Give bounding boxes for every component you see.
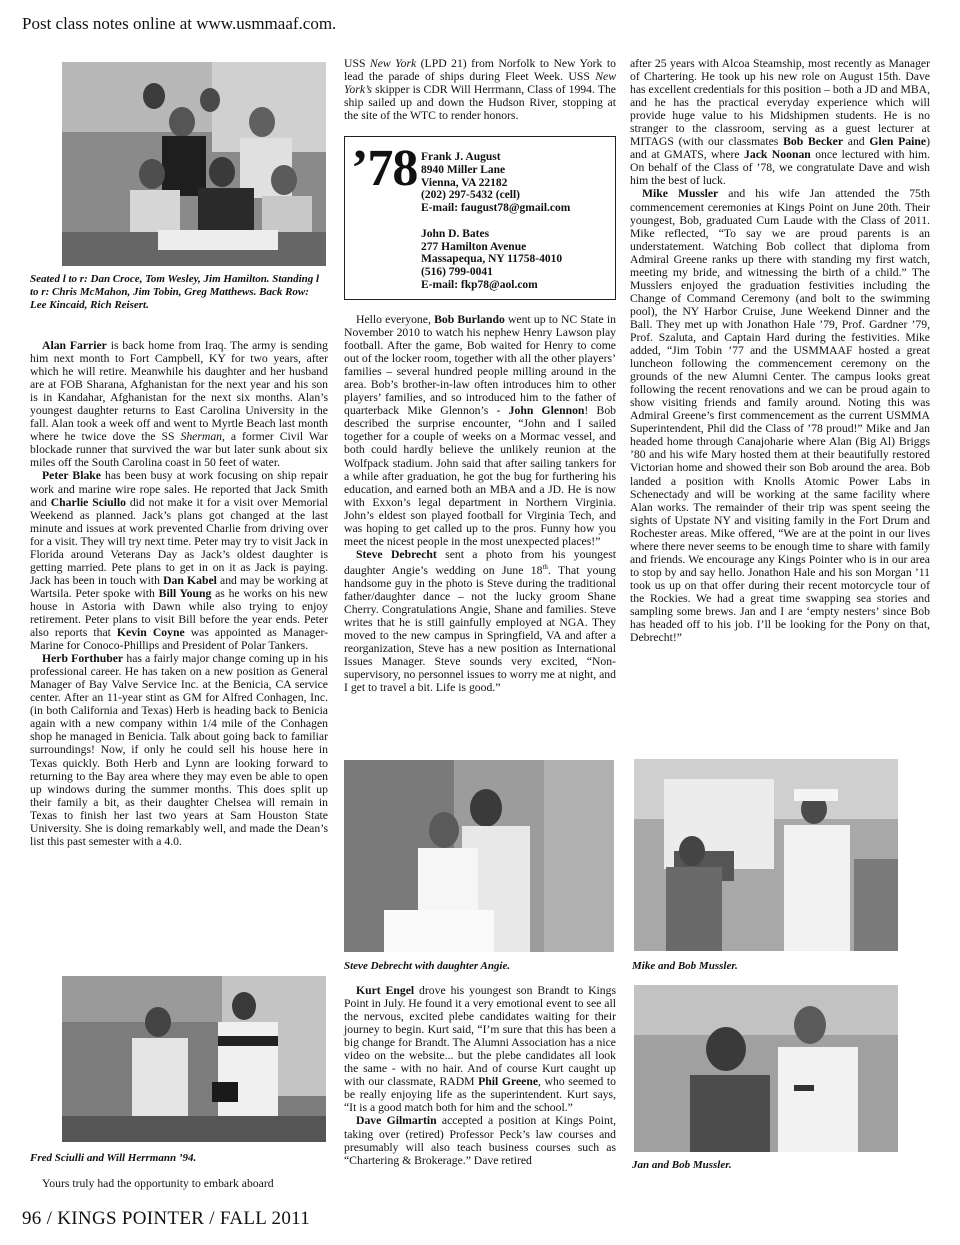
contact-1-street: 8940 Miller Lane [421, 163, 506, 176]
group-photo-image [62, 62, 326, 266]
column-2 [344, 313, 616, 694]
mussler-photo-2 [634, 985, 898, 1152]
contact-lines [421, 151, 570, 292]
page-footer: 96 / KINGS POINTER / FALL 2011 [22, 1208, 311, 1229]
paragraph-gilmartin-cont: after 25 years with Alcoa Steamship, most recently as Manager of Chartering. He took up his new role on August 15th. Dave has excellent credentials for this position – both a JD and MBA, and he has the practical everyday experience which will provide huge value to his Midshipmen students. He is no stranger to the classroom, serving as a guest lecturer at MITAGS (with our classmates Bob Becker and Glen Paine) and at GMATS, where Jack Noonan once lectured with him. On behalf of the Class of ’78, we congratulate Dave and wish him the best of luck. [630, 57, 931, 188]
column-3 [630, 57, 930, 644]
paragraph-forthuber: Herb Forthuber has a fairly major change coming up in his professional career. He has taken on a new position as General Manager of Bay Valve Service Inc. at the Benicia, CA service center. After an 11-year stint as GM for Alfred Conhagen, Inc. (in both California and Texas) Herb is heading back to Benicia again with a new company within 1/4 mile of the Conhagen shop he managed in Benicia. Talk about going back to familiar surroundings! Now, if only he could sell his house here in Texas quickly. Both Herb and Lynn are looking forward to returning to the Bay area where they may even be able to open up windows during the summer months. This does split up their family a bit, as their daughter Chelsea will remain in Texas to finish her last two years at Sam Houston State University. She is doing remarkably well, and made the Dean’s list this past semester with a 4.0. [30, 652, 328, 848]
paragraph-gilmartin: Dave Gilmartin accepted a position at Kings Point, taking over (retired) Professor Peck’s law courses and presumably will also teach business courses such as “Chartering & Brokerage.” Dave retired [344, 1114, 616, 1167]
paragraph-burlando: Hello everyone, Bob Burlando went up to NC State in November 2010 to watch his nephew Henry Lawson play football. After the game, Bob waited for Henry to come out of the locker room, together with all the other players’ families – several hundred people milling around in the area. Bob’s brother-in-law often introduces him to other players’ families, and so introduced him to the father of quarterback Mike Glennon’s - John Glennon! Bob described the surprise encounter, “John and I sailed together for a couple of weeks on a Mormac vessel, and both could hardly believe the unlikely reunion at the Wolfpack stadium. John said that after sailing tankers for a while after graduation, he got the bug for furthering his education, and earned both an MBA and a JD. He is now with Exxon’s legal department in Northern Virginia. John’s eldest son played football for Virginia Tech, and was hoping to get called up to the pros. Funny how you meet the nicest people in the most unexpected places!” [344, 313, 617, 548]
sciulli-photo [62, 976, 326, 1142]
column-2-bottom [344, 984, 616, 1167]
sciulli-photo-image [62, 976, 326, 1142]
paragraph-uss-new-york: USS New York (LPD 21) from Norfolk to New York to lead the parade of ships during Fleet Week. USS New York’s skipper is CDR Will Herrmann, Class of 1994. The ship sailed up and down the Hudson River, stopping at the site of the WTC to render honors. [344, 57, 616, 123]
mussler-photo-2-caption: Jan and Bob Mussler. [632, 1159, 732, 1171]
contact-2-phone: (516) 799-0041 [421, 266, 493, 279]
contact-2-city: Massapequa, NY 11758-4010 [421, 253, 563, 266]
page-header: Post class notes online at www.usmmaaf.com. [22, 14, 337, 33]
contact-2-email[interactable]: E-mail: fkp78@aol.com [421, 278, 538, 291]
paragraph-mussler: Mike Mussler and his wife Jan attended the 75th commencement ceremonies at Kings Point on June 20th. Their youngest, Bob, graduated Cum Laude with the Class of 2011. Mike reflected, “To say we are proud parents is an understatement. Watching Bob collect that diploma from Admiral Greene ranks up there with standing my first watch, meeting my bride, and witnessing the birth of a child.” The Musslers enjoyed the graduation festivities including the Change of Command Ceremony (and bolt to the swimming pool), the NY Harbor Cruise, June Weekend Dinner and the Ball. They met up with Jonathon Hale ’79, Prof. Gardner ’79, Prof. Szaluta, and Captain Hard during the festivities. Mike added, “Jim Tobin ’77 and the USMMAAF hosted a great luncheon following the commencement ceremony on the grounds of the new Alumni Center. The campus looks great following the recent renovations and we can be proud again to show visiting friends and family around. Noting this was Admiral Greene’s first commencement as the current USMMA Superintendent, Phil did the Class of ’78 proud!” Mike and Jan headed home through Canajoharie where Alan (Big Al) Briggs ’80 and his wife Mary hosted them at their beautifully restored Victorian home and showed their son Bob around the area. Bob landed a position with Knolls Atomic Power Labs in Schenectady and will be working at the same facility where Alan works. The remainder of their trip was spent seeing the sights of Upstate NY and visiting family in the Fort Drum and Rochester areas. Mike offered, “We are at the point in our lives where there never seems to be enough time to share with family and friends. We encourage any Kings Pointer who is in our area to stop by and say hello. Jonathon Hale and his son Morgan ’11 took us up on that offer during their recent motorcycle tour of the Rockies. We had a great time swapping sea stories and sampling some brews. Jan and I are ‘empty nesters’ since Bob has headed off to his job. I’ll be looking for the Pony on that, Debrecht!” [630, 187, 930, 645]
contact-2-street: 277 Hamilton Avenue [421, 240, 527, 253]
contact-1-city: Vienna, VA 22182 [421, 176, 508, 189]
column-2-top [344, 57, 616, 122]
mussler-photo-1-image [634, 759, 898, 951]
column-1-bottom [30, 1177, 328, 1190]
column-1 [30, 339, 328, 848]
class-contact-box [344, 136, 616, 300]
mussler-photo-2-image [634, 985, 898, 1152]
contact-2-name: John D. Bates [421, 227, 490, 240]
class-year: ’78 [351, 140, 418, 197]
debrecht-photo [344, 760, 614, 952]
paragraph-farrier: Alan Farrier is back home from Iraq. The army is sending him next month to Fort Campbell, KY for two years, after which he will retire. Meanwhile his daughter and her husband are at FOB Sharana, Afghanistan for the next year and his son is in Kandahar, Afghanistan for the next six months. Alan’s youngest daughter returns to East Carolina University in the fall. Alan took a week off and went to Myrtle Beach last month where he twice dove the SS Sherman, a former Civil War blockade runner that survived the war but later sunk about six miles off the South Carolina coast in 50 feet of water. [30, 339, 328, 470]
mussler-photo-1 [634, 759, 898, 951]
paragraph-blake: Peter Blake has been busy at work focusing on ship repair work and marine wire rope sales. He reported that Jack Smith and Charlie Sciullo did not make it for a visit over Memorial Weekend as planned. Jack’s plans got changed at the last minute and issues at work prevented Charlie from driving over for a visit. They will try next time. Peter may try to visit Jack in Florida around Veterans Day as Jack’s oldest daughter is getting married. Pete plans to get in on it as Jack is paying. Jack has been in touch with Dan Kabel and may be working at Wartsila. Peter spoke with Bill Young as he works on his new house in Astoria with Dawn while also trying to enjoy retirement. Peter plans to visit Bill before the year ends. Peter also reports that Kevin Coyne was appointed as Manager-Marine for Conoco-Phillips and President of Polar Tankers. [30, 469, 329, 653]
contact-1-phone: (202) 297-5432 (cell) [421, 189, 520, 202]
debrecht-photo-caption: Steve Debrecht with daughter Angie. [344, 960, 511, 972]
contact-1-email[interactable]: E-mail: faugust78@gmail.com [421, 202, 571, 215]
sciulli-photo-caption: Fred Sciulli and Will Herrmann ’94. [30, 1152, 197, 1164]
paragraph-yours-truly: Yours truly had the opportunity to embark aboard [42, 1177, 274, 1190]
contact-1-name: Frank J. August [421, 151, 501, 163]
mussler-photo-1-caption: Mike and Bob Mussler. [632, 960, 738, 972]
group-photo-caption: Seated l to r: Dan Croce, Tom Wesley, Jim Hamilton. Standing l to r: Chris McMahon, Jim Tobin, Greg Matthews. Back Row: Lee Kincaid, Rich Reisert. [30, 273, 320, 311]
paragraph-engel: Kurt Engel drove his youngest son Brandt to Kings Point in July. He found it a very emotional event to see all the nervous, excited plebe candidates waiting for their journey to begin. Kurt said, “I’m sure that this has been a big change for Brandt. The Alumni Association has a nice video on the website... but the plebe candidates all look the same - with no hair. And of course Kurt caught up with our classmate, RADM Phil Greene, who seemed to be really enjoying life as the superintendent. Kurt says, “It is a good match both for him and the school.” [344, 984, 617, 1115]
debrecht-photo-image [344, 760, 614, 952]
group-photo [62, 62, 326, 266]
paragraph-debrecht: Steve Debrecht sent a photo from his youngest daughter Angie’s wedding on June 18th. That young handsome guy in the photo is Steve during the traditional father/daughter dance – not the lucky groom Shane Cherry. Congratulations Angie, Shane and families. Steve writes that he is still gainfully employed at NGA. They moved to the new campus in Springfield, VA and after a reorganization, Steve has a new position as International Issues Manager. Steve sounds very excited, “Non-supervisory, no personnel issues to worry me at night, and I get to travel a bit. Life is good.” [344, 547, 616, 695]
